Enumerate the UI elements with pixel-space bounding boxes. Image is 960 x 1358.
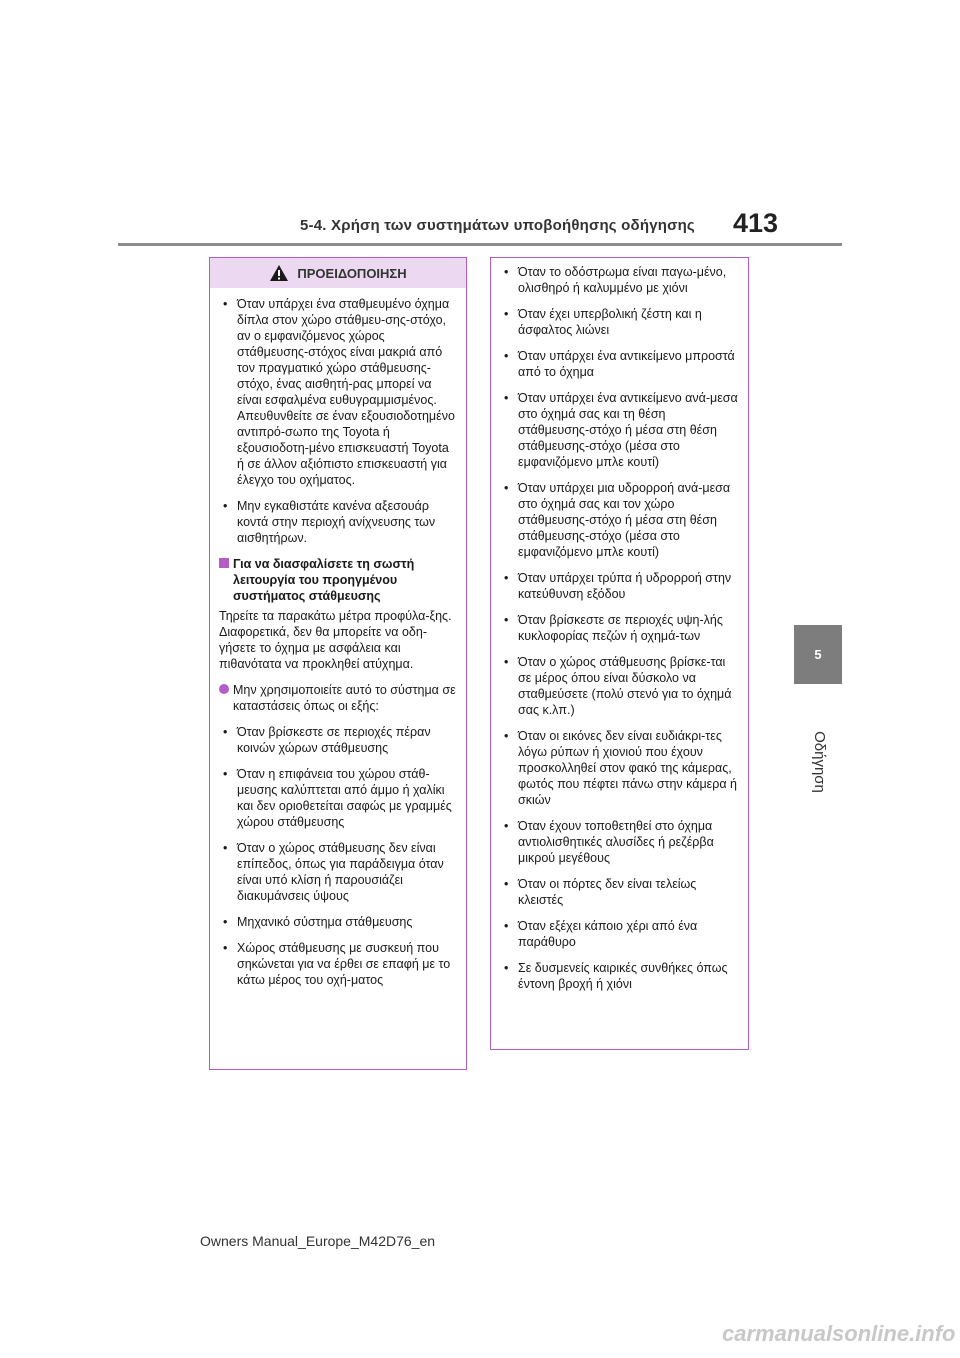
- footer-text: Owners Manual_Europe_M42D76_en: [200, 1233, 436, 1249]
- section-heading: [219, 556, 458, 604]
- section-heading-text: Για να διασφαλίσετε τη σωστή λειτουργία του προηγμένου συστήματος στάθμευσης: [233, 557, 415, 603]
- bullet-dot-icon: •: [504, 919, 509, 933]
- list-item-text: Όταν βρίσκεστε σε περιοχές υψη-λής κυκλοφορίας πεζών ή οχημά-των: [518, 613, 723, 643]
- list-item-text: Σε δυσμενείς καιρικές συνθήκες όπως έντονη βροχή ή χιόνι: [518, 961, 728, 991]
- list-item-text: Χώρος στάθμευσης με συσκευή που σηκώνεται για να έρθει σε επαφή με το κάτω μέρος του οχή-ματος: [237, 941, 451, 987]
- bullet-dot-icon: •: [504, 729, 509, 743]
- list-item: [500, 960, 740, 992]
- list-item-text: Όταν υπάρχει τρύπα ή υδρορροή στην κατεύθυνση εξόδου: [518, 571, 732, 601]
- list-item: [500, 818, 740, 866]
- list-item: [219, 724, 458, 756]
- list-item-text: Όταν έχουν τοποθετηθεί στο όχημα αντιολισθητικές αλυσίδες ή ρεζέρβα μικρού μεγέθους: [518, 819, 714, 865]
- circle-item: [219, 682, 458, 714]
- list-item: [500, 654, 740, 718]
- warning-header: [210, 258, 466, 288]
- list-item-text: Όταν υπάρχει μια υδρορροή ανά-μεσα στο όχημά σας και τον χώρο στάθμευσης-στόχο ή μέσα στη θέση στάθμευσης-στόχο (μέσα στο εμφανιζόμενο μπλε κουτί): [518, 481, 731, 559]
- bullet-dot-icon: •: [223, 941, 228, 955]
- bullet-dot-icon: •: [504, 307, 509, 321]
- list-item: [500, 876, 740, 908]
- warning-box-right: [490, 257, 749, 1050]
- list-item-text: Όταν υπάρχει ένα σταθμευμένο όχημα δίπλα στον χώρο στάθμευ-σης-στόχο, αν ο εμφανιζόμενος χώρος στάθμευσης-στόχος είναι μακριά από τον πραγματικό χώρο στάθμευσης-στόχο, ένας αισθητή-ρας μπορεί να είναι εσφαλμένα ευθυγραμμισμένος. Απευθυνθείτε σε έναν εξουσιοδοτημένο αντιπρό-σωπο της Toyota ή εξουσιοδοτη-μένο επισκευαστή Toyota ή σε άλλον αξιόπιστο επισκευαστή για έλεγχο του οχήματος.: [237, 297, 455, 487]
- list-item-text: Όταν υπάρχει ένα αντικείμενο ανά-μεσα στο όχημά σας και τη θέση στάθμευσης-στόχο ή μέσα στη θέση στάθμευσης-στόχο (μέσα στο εμφανιζόμενο μπλε κουτί): [518, 391, 738, 469]
- bullet-dot-icon: •: [223, 499, 228, 513]
- list-item-text: Όταν έχει υπερβολική ζέστη και η άσφαλτος λιώνει: [518, 307, 702, 337]
- page-number: 413: [733, 208, 779, 238]
- warning-triangle-icon: [269, 264, 289, 282]
- section-title: 5-4. Χρήση των συστημάτων υποβοήθησης οδήγησης: [300, 217, 695, 234]
- list-item: [500, 264, 740, 296]
- bullet-dot-icon: •: [223, 841, 228, 855]
- bullet-dot-icon: •: [504, 349, 509, 363]
- bullet-dot-icon: •: [223, 297, 228, 311]
- list-item-text: Όταν εξέχει κάποιο χέρι από ένα παράθυρο: [518, 919, 698, 949]
- list-item-text: Μην εγκαθιστάτε κανένα αξεσουάρ κοντά στην περιοχή ανίχνευσης των αισθητήρων.: [237, 499, 436, 545]
- circle-item-text: Μην χρησιμοποιείτε αυτό το σύστημα σε καταστάσεις όπως οι εξής:: [233, 683, 456, 713]
- header-divider: [118, 243, 842, 246]
- bullet-dot-icon: •: [504, 481, 509, 495]
- paragraph: Τηρείτε τα παρακάτω μέτρα προφύλα-ξης.: [219, 609, 452, 623]
- bullet-dot-icon: •: [504, 265, 509, 279]
- bullet-dot-icon: •: [504, 571, 509, 585]
- chapter-number: 5: [814, 647, 822, 662]
- warning-content-left: [210, 288, 466, 988]
- watermark: carmanualsonline.info: [722, 1321, 956, 1346]
- list-item-text: Όταν το οδόστρωμα είναι παγω-μένο, ολισθηρό ή καλυμμένο με χιόνι: [518, 265, 727, 295]
- list-item: [219, 840, 458, 904]
- bullet-dot-icon: •: [223, 767, 228, 781]
- list-item: [500, 306, 740, 338]
- list-item-text: Όταν οι πόρτες δεν είναι τελείως κλειστές: [518, 877, 697, 907]
- list-item: [500, 570, 740, 602]
- list-item: [219, 498, 458, 546]
- circle-marker-icon: [219, 684, 229, 694]
- warning-content-right: [491, 258, 748, 992]
- bullet-dot-icon: •: [223, 725, 228, 739]
- list-item-text: Όταν η επιφάνεια του χώρου στάθ-μευσης καλύπτεται από άμμο ή χαλίκι και δεν οριοθετείται σαφώς με γραμμές χώρου στάθμευσης: [237, 767, 452, 829]
- list-item-text: Όταν ο χώρος στάθμευσης βρίσκε-ται σε μέρος όπου είναι δύσκολο να σταθμεύσετε (πολύ στενό για το όχημά σας κ.λπ.): [518, 655, 732, 717]
- list-item: [219, 940, 458, 988]
- chapter-label: Οδήγηση: [811, 731, 829, 793]
- bullet-dot-icon: •: [504, 655, 509, 669]
- list-item: [500, 348, 740, 380]
- list-item: [500, 728, 740, 808]
- list-item-text: Όταν ο χώρος στάθμευσης δεν είναι επίπεδος, όπως για παράδειγμα όταν είναι υπό κλίση ή παρουσιάζει διακυμάνσεις ύψους: [237, 841, 444, 903]
- square-marker-icon: [219, 558, 229, 568]
- warning-box-left: [209, 257, 467, 1070]
- bullet-dot-icon: •: [504, 613, 509, 627]
- bullet-dot-icon: •: [504, 391, 509, 405]
- chapter-tab[interactable]: [794, 625, 842, 684]
- list-item-text: Όταν υπάρχει ένα αντικείμενο μπροστά από το όχημα: [518, 349, 735, 379]
- list-item: [219, 914, 458, 930]
- bullet-dot-icon: •: [504, 819, 509, 833]
- list-item: [500, 612, 740, 644]
- warning-title: ΠΡΟΕΙΔΟΠΟΙΗΣΗ: [297, 265, 407, 281]
- list-item-text: Μηχανικό σύστημα στάθμευσης: [237, 915, 413, 929]
- list-item: [219, 766, 458, 830]
- list-item-text: Όταν οι εικόνες δεν είναι ευδιάκρι-τες λόγω ρύπων ή χιονιού που έχουν προσκολληθεί στον φακό της κάμερας, φωτός που πέφτει πάνω στην κάμερα ή σκιών: [518, 729, 738, 807]
- bullet-dot-icon: •: [504, 961, 509, 975]
- list-item: [500, 390, 740, 470]
- bullet-dot-icon: •: [504, 877, 509, 891]
- paragraph: Διαφορετικά, δεν θα μπορείτε να οδη-γήσετε το όχημα με ασφάλεια και πιθανότατα να προκληθεί ατύχημα.: [219, 625, 428, 671]
- list-item-text: Όταν βρίσκεστε σε περιοχές πέραν κοινών χώρων στάθμευσης: [237, 725, 431, 755]
- list-item: [500, 480, 740, 560]
- list-item: [219, 296, 458, 488]
- bullet-dot-icon: •: [223, 915, 228, 929]
- list-item: [500, 918, 740, 950]
